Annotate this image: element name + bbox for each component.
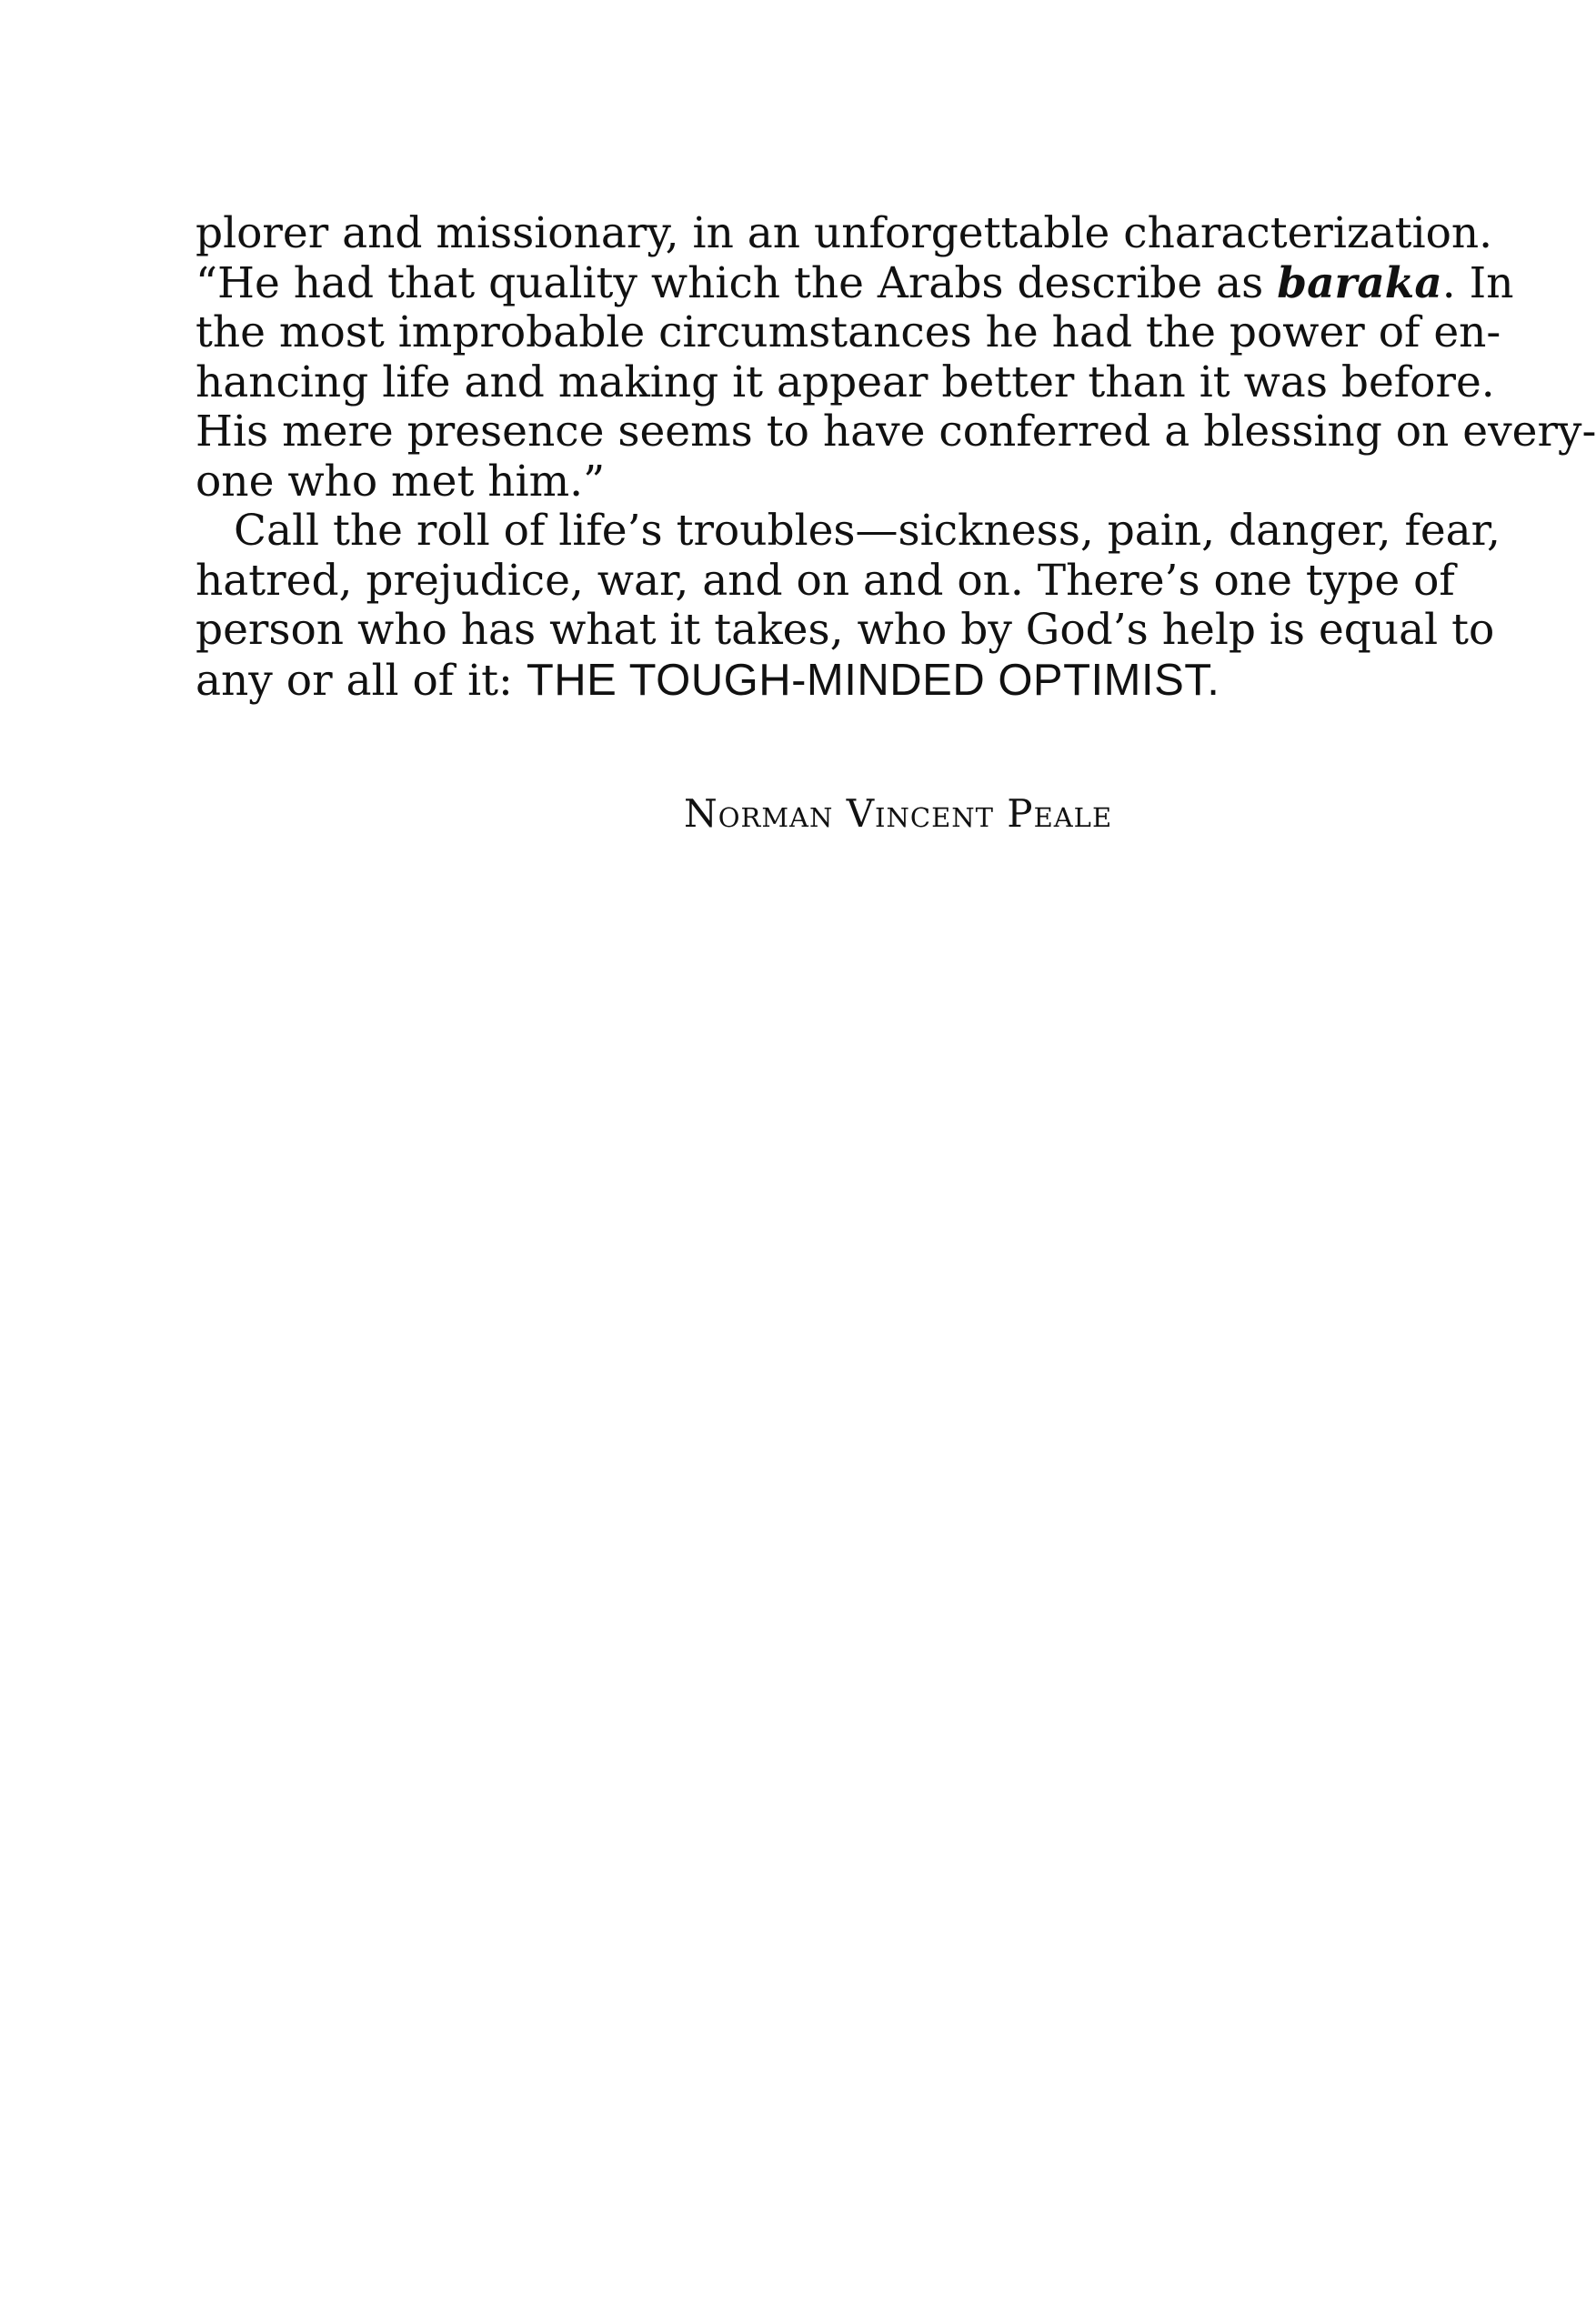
paragraph-1-line-3: the most improbable circumstances he had the power of en- [196, 307, 1501, 357]
tough-minded-optimist-caps: THE TOUGH-MINDED OPTIMIST. [526, 655, 1220, 705]
paragraph-2-line-2: hatred, prejudice, war, and on and on. There’s one type of [196, 555, 1455, 606]
paragraph-2-line-4 [196, 656, 1287, 706]
baraka-term: baraka [1277, 257, 1442, 308]
paragraph-1-line-6: one who met him.” [196, 456, 606, 507]
paragraph-1-line-2-start: “He had that quality which the Arabs describe as [196, 257, 1278, 308]
body-text [196, 208, 1596, 706]
paragraph-1-line-1: plorer and missionary, in an unforgettable characterization. [196, 208, 1493, 258]
author-signature: Norman Vincent Peale [684, 791, 1113, 836]
paragraph-2-line-4-start: any or all of it: [196, 655, 527, 706]
paragraph-2-line-3: person who has what it takes, who by God’s help is equal to [196, 605, 1495, 655]
paragraph-1-line-4: hancing life and making it appear better than it was before. [196, 357, 1495, 407]
paragraph-2-line-1: Call the roll of life’s troubles—sickness, pain, danger, fear, [234, 506, 1501, 556]
paragraph-1-line-2 [196, 257, 1514, 309]
paragraph-1-line-2-end: . In [1441, 257, 1514, 308]
paragraph-1-line-5: His mere presence seems to have conferred a blessing on every- [196, 407, 1596, 457]
